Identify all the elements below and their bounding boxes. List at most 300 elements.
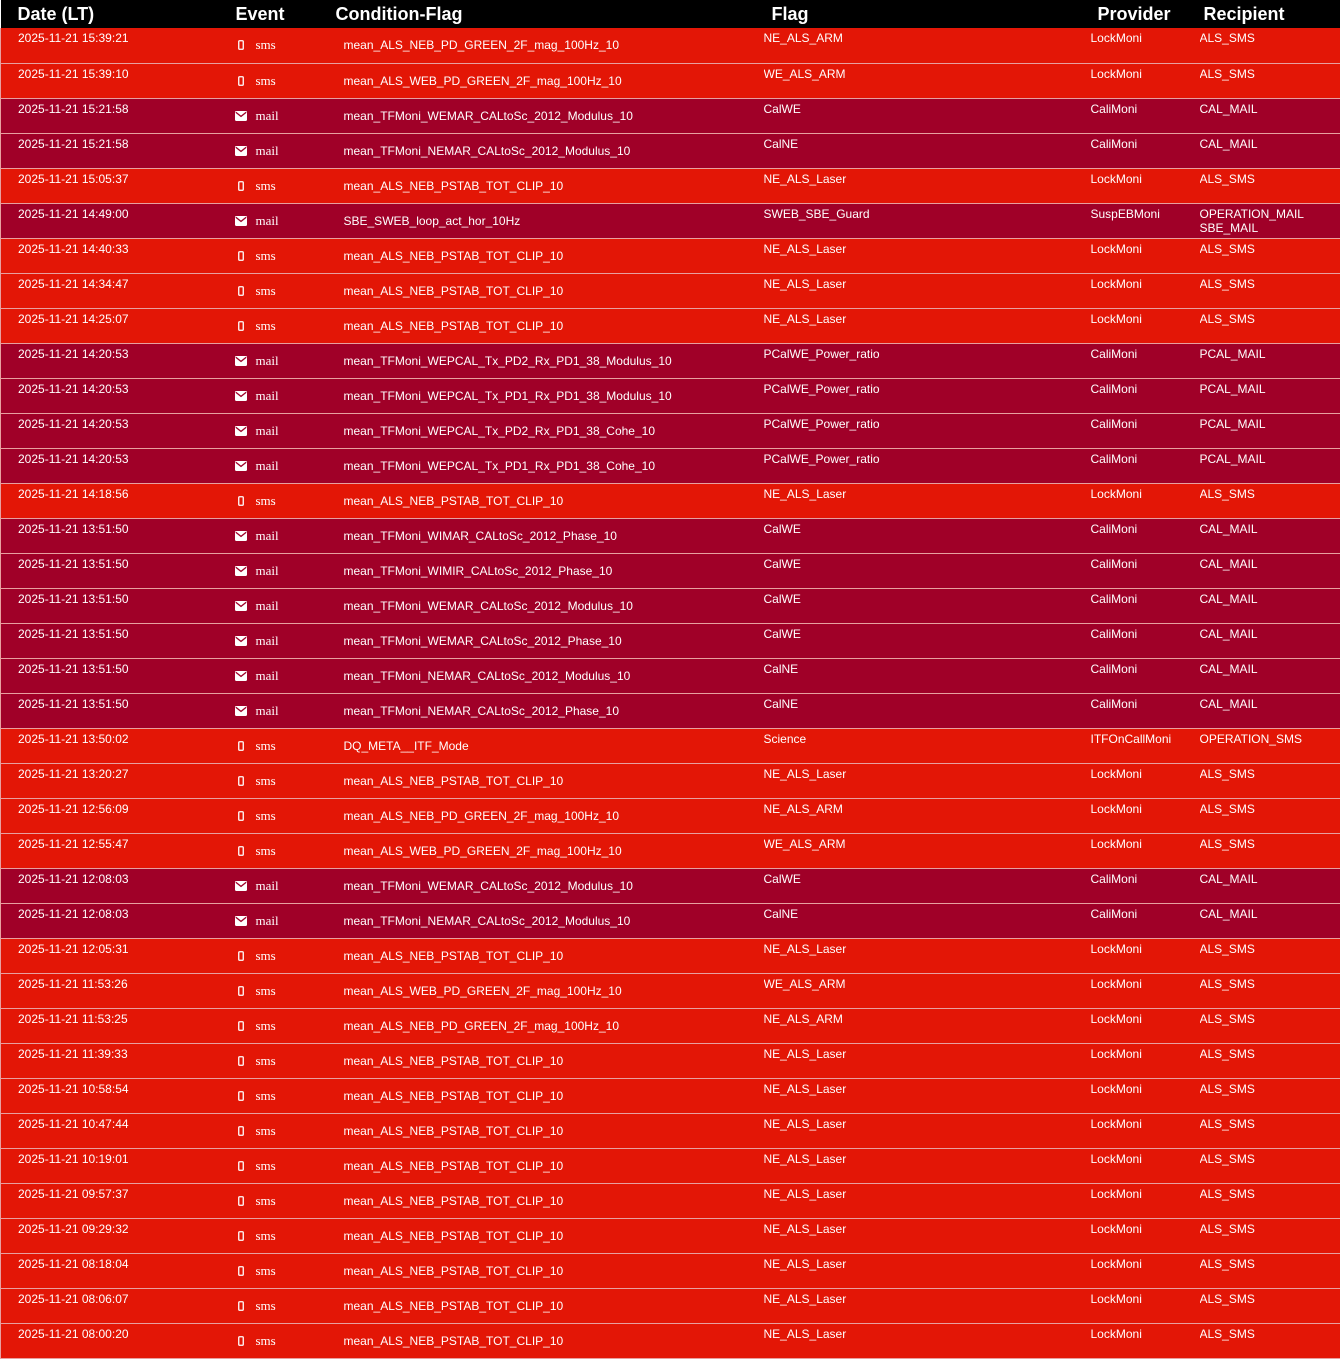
event-label: mail xyxy=(255,352,279,368)
cell-date: 2025-11-21 08:06:07 xyxy=(1,1288,219,1323)
column-header-event[interactable]: Event xyxy=(219,0,328,28)
recipient-entry: PCAL_MAIL xyxy=(1199,381,1266,396)
cell-condition-flag: mean_TFMoni_NEMAR_CALtoSc_2012_Modulus_10 xyxy=(328,903,764,938)
cell-condition-flag: mean_ALS_NEB_PD_GREEN_2F_mag_100Hz_10 xyxy=(328,798,764,833)
cell-flag: CalWE xyxy=(764,518,1091,553)
cell-flag: NE_ALS_Laser xyxy=(764,1113,1091,1148)
table-row[interactable] xyxy=(1,1113,1340,1148)
event-label: sms xyxy=(255,737,276,753)
event-indicator xyxy=(234,1228,276,1244)
cell-flag: NE_ALS_Laser xyxy=(764,1323,1091,1358)
event-indicator xyxy=(234,563,279,579)
cell-recipient xyxy=(1200,343,1340,378)
cell-recipient xyxy=(1200,1148,1340,1183)
table-row[interactable] xyxy=(1,1148,1340,1183)
cell-event xyxy=(219,798,328,833)
recipient-entry: ALS_SMS xyxy=(1199,1151,1255,1166)
event-label: sms xyxy=(255,1262,276,1278)
event-indicator xyxy=(234,843,276,859)
event-label: sms xyxy=(255,1227,276,1243)
event-indicator xyxy=(234,1053,276,1069)
cell-condition-flag: mean_ALS_NEB_PSTAB_TOT_CLIP_10 xyxy=(328,763,764,798)
cell-event xyxy=(219,343,328,378)
cell-flag: WE_ALS_ARM xyxy=(764,973,1091,1008)
table-row[interactable] xyxy=(1,763,1340,798)
table-row[interactable] xyxy=(1,658,1340,693)
mobile-icon xyxy=(234,1196,248,1206)
table-row[interactable] xyxy=(1,623,1340,658)
cell-recipient xyxy=(1200,728,1340,763)
recipient-entry: ALS_SMS xyxy=(1199,836,1255,851)
cell-date: 2025-11-21 14:40:33 xyxy=(1,238,219,273)
cell-recipient xyxy=(1200,553,1340,588)
table-row[interactable] xyxy=(1,413,1340,448)
cell-date: 2025-11-21 13:51:50 xyxy=(1,553,219,588)
cell-event xyxy=(219,868,328,903)
cell-condition-flag: mean_ALS_WEB_PD_GREEN_2F_mag_100Hz_10 xyxy=(328,973,764,1008)
cell-date: 2025-11-21 13:20:27 xyxy=(1,763,219,798)
cell-event xyxy=(219,1043,328,1078)
event-indicator xyxy=(234,808,276,824)
recipient-entry: ALS_SMS xyxy=(1199,976,1255,991)
recipient-entry: PCAL_MAIL xyxy=(1199,346,1266,361)
cell-recipient xyxy=(1200,1183,1340,1218)
cell-date: 2025-11-21 08:18:04 xyxy=(1,1253,219,1288)
event-indicator xyxy=(234,703,279,719)
cell-condition-flag: mean_ALS_NEB_PSTAB_TOT_CLIP_10 xyxy=(328,938,764,973)
cell-recipient xyxy=(1200,308,1340,343)
event-label: sms xyxy=(255,72,276,88)
cell-flag: NE_ALS_Laser xyxy=(764,1218,1091,1253)
cell-recipient xyxy=(1200,203,1340,238)
cell-event xyxy=(219,1148,328,1183)
column-header-flag[interactable]: Flag xyxy=(764,0,1091,28)
recipient-entry: ALS_SMS xyxy=(1199,766,1255,781)
recipient-entry: CAL_MAIL xyxy=(1199,556,1258,571)
column-header-provider[interactable]: Provider xyxy=(1091,0,1200,28)
recipient-entry: CAL_MAIL xyxy=(1199,136,1258,151)
mobile-icon xyxy=(234,251,248,261)
table-row[interactable] xyxy=(1,553,1340,588)
cell-recipient xyxy=(1200,518,1340,553)
cell-condition-flag: mean_ALS_WEB_PD_GREEN_2F_mag_100Hz_10 xyxy=(328,833,764,868)
envelope-icon xyxy=(234,916,248,926)
cell-condition-flag: mean_ALS_NEB_PSTAB_TOT_CLIP_10 xyxy=(328,1113,764,1148)
event-label: mail xyxy=(255,632,279,648)
cell-flag: CalNE xyxy=(764,693,1091,728)
table-row[interactable] xyxy=(1,518,1340,553)
cell-condition-flag: mean_ALS_NEB_PSTAB_TOT_CLIP_10 xyxy=(328,1043,764,1078)
cell-condition-flag: mean_ALS_NEB_PSTAB_TOT_CLIP_10 xyxy=(328,1323,764,1358)
table-row[interactable] xyxy=(1,833,1340,868)
recipient-entry: ALS_SMS xyxy=(1199,311,1255,326)
recipient-entry: ALS_SMS xyxy=(1199,31,1255,45)
table-row[interactable] xyxy=(1,1078,1340,1113)
cell-flag: NE_ALS_Laser xyxy=(764,1183,1091,1218)
cell-date: 2025-11-21 14:25:07 xyxy=(1,308,219,343)
event-indicator xyxy=(234,73,276,89)
recipient-entry: SBE_MAIL xyxy=(1199,220,1259,235)
event-label: sms xyxy=(255,1297,276,1313)
table-row[interactable] xyxy=(1,693,1340,728)
mobile-icon xyxy=(234,1231,248,1241)
cell-provider: LockMoni xyxy=(1091,238,1200,273)
cell-provider: LockMoni xyxy=(1091,1183,1200,1218)
cell-date: 2025-11-21 11:53:26 xyxy=(1,973,219,1008)
cell-event xyxy=(219,378,328,413)
cell-flag: CalNE xyxy=(764,903,1091,938)
table-row[interactable] xyxy=(1,1288,1340,1323)
cell-recipient xyxy=(1200,1008,1340,1043)
cell-provider: LockMoni xyxy=(1091,1253,1200,1288)
cell-event xyxy=(219,518,328,553)
recipient-entry: CAL_MAIL xyxy=(1199,521,1258,536)
event-indicator xyxy=(234,913,279,929)
table-row[interactable] xyxy=(1,203,1340,238)
cell-recipient xyxy=(1200,658,1340,693)
cell-condition-flag: mean_TFMoni_WEPCAL_Tx_PD2_Rx_PD1_38_Modulus_10 xyxy=(328,343,764,378)
cell-condition-flag: mean_TFMoni_WEPCAL_Tx_PD2_Rx_PD1_38_Cohe_10 xyxy=(328,413,764,448)
table-row[interactable] xyxy=(1,798,1340,833)
cell-provider: LockMoni xyxy=(1091,1043,1200,1078)
cell-date: 2025-11-21 11:39:33 xyxy=(1,1043,219,1078)
cell-date: 2025-11-21 13:51:50 xyxy=(1,623,219,658)
cell-condition-flag: mean_TFMoni_NEMAR_CALtoSc_2012_Phase_10 xyxy=(328,693,764,728)
mobile-icon xyxy=(234,40,248,50)
cell-recipient xyxy=(1200,1288,1340,1323)
cell-flag: CalWE xyxy=(764,553,1091,588)
mobile-icon xyxy=(234,76,248,86)
cell-condition-flag: mean_ALS_NEB_PSTAB_TOT_CLIP_10 xyxy=(328,1218,764,1253)
cell-event xyxy=(219,1078,328,1113)
event-indicator xyxy=(234,983,276,999)
table-header xyxy=(1,0,1340,28)
event-indicator xyxy=(234,1158,276,1174)
column-header-recipient[interactable]: Recipient xyxy=(1200,0,1340,28)
recipient-entry: ALS_SMS xyxy=(1199,486,1255,501)
mobile-icon xyxy=(234,776,248,786)
cell-provider: CaliMoni xyxy=(1091,658,1200,693)
event-indicator xyxy=(234,1123,276,1139)
cell-flag: NE_ALS_Laser xyxy=(764,763,1091,798)
cell-provider: LockMoni xyxy=(1091,938,1200,973)
cell-recipient xyxy=(1200,763,1340,798)
cell-date: 2025-11-21 12:05:31 xyxy=(1,938,219,973)
column-header-condition-flag[interactable]: Condition-Flag xyxy=(328,0,764,28)
envelope-icon xyxy=(234,216,248,226)
cell-provider: LockMoni xyxy=(1091,1148,1200,1183)
cell-provider: CaliMoni xyxy=(1091,868,1200,903)
envelope-icon xyxy=(234,566,248,576)
table-row[interactable] xyxy=(1,1323,1340,1358)
table-row[interactable] xyxy=(1,308,1340,343)
table-row[interactable] xyxy=(1,1218,1340,1253)
mobile-icon xyxy=(234,1161,248,1171)
mobile-icon xyxy=(234,986,248,996)
event-indicator xyxy=(234,1088,276,1104)
cell-recipient xyxy=(1200,903,1340,938)
cell-date: 2025-11-21 13:51:50 xyxy=(1,518,219,553)
envelope-icon xyxy=(234,881,248,891)
cell-flag: NE_ALS_Laser xyxy=(764,168,1091,203)
recipient-entry: ALS_SMS xyxy=(1199,1011,1255,1026)
cell-flag: NE_ALS_Laser xyxy=(764,1253,1091,1288)
event-indicator xyxy=(234,1298,276,1314)
cell-recipient xyxy=(1200,868,1340,903)
cell-flag: CalWE xyxy=(764,623,1091,658)
event-indicator xyxy=(234,493,276,509)
recipient-entry: CAL_MAIL xyxy=(1199,626,1258,641)
cell-recipient xyxy=(1200,1323,1340,1358)
envelope-icon xyxy=(234,426,248,436)
recipient-entry: ALS_SMS xyxy=(1199,1221,1255,1236)
cell-recipient xyxy=(1200,588,1340,623)
event-indicator xyxy=(234,1263,276,1279)
cell-recipient xyxy=(1200,378,1340,413)
cell-event xyxy=(219,1288,328,1323)
event-label: sms xyxy=(255,317,276,333)
mobile-icon xyxy=(234,741,248,751)
table-row[interactable] xyxy=(1,1008,1340,1043)
table-row[interactable] xyxy=(1,868,1340,903)
recipient-entry: ALS_SMS xyxy=(1199,1046,1255,1061)
recipient-entry: CAL_MAIL xyxy=(1199,871,1258,886)
cell-flag: NE_ALS_Laser xyxy=(764,1078,1091,1113)
cell-event xyxy=(219,763,328,798)
cell-date: 2025-11-21 14:20:53 xyxy=(1,378,219,413)
cell-event xyxy=(219,973,328,1008)
event-indicator xyxy=(234,108,279,124)
table-row[interactable] xyxy=(1,63,1340,98)
cell-condition-flag: mean_ALS_NEB_PSTAB_TOT_CLIP_10 xyxy=(328,1148,764,1183)
cell-condition-flag: mean_ALS_NEB_PSTAB_TOT_CLIP_10 xyxy=(328,238,764,273)
table-row[interactable] xyxy=(1,973,1340,1008)
event-indicator xyxy=(234,458,279,474)
cell-event xyxy=(219,833,328,868)
recipient-entry: ALS_SMS xyxy=(1199,1256,1255,1271)
cell-date: 2025-11-21 15:39:21 xyxy=(1,28,219,63)
cell-provider: CaliMoni xyxy=(1091,903,1200,938)
event-label: mail xyxy=(255,562,279,578)
recipient-entry: ALS_SMS xyxy=(1199,1116,1255,1131)
cell-date: 2025-11-21 11:53:25 xyxy=(1,1008,219,1043)
event-indicator xyxy=(234,423,279,439)
cell-event xyxy=(219,693,328,728)
envelope-icon xyxy=(234,356,248,366)
recipient-entry: CAL_MAIL xyxy=(1199,101,1258,116)
cell-flag: Science xyxy=(764,728,1091,763)
event-label: mail xyxy=(255,387,279,403)
cell-event xyxy=(219,448,328,483)
mobile-icon xyxy=(234,1091,248,1101)
cell-date: 2025-11-21 08:00:20 xyxy=(1,1323,219,1358)
table-row[interactable] xyxy=(1,1253,1340,1288)
cell-date: 2025-11-21 14:34:47 xyxy=(1,273,219,308)
event-indicator xyxy=(234,178,276,194)
cell-date: 2025-11-21 12:08:03 xyxy=(1,903,219,938)
mobile-icon xyxy=(234,1056,248,1066)
event-label: mail xyxy=(255,422,279,438)
cell-date: 2025-11-21 14:20:53 xyxy=(1,343,219,378)
cell-date: 2025-11-21 15:39:10 xyxy=(1,63,219,98)
cell-event xyxy=(219,588,328,623)
event-label: sms xyxy=(255,37,276,52)
envelope-icon xyxy=(234,601,248,611)
cell-provider: LockMoni xyxy=(1091,1078,1200,1113)
cell-flag: SWEB_SBE_Guard xyxy=(764,203,1091,238)
cell-event xyxy=(219,1183,328,1218)
cell-event xyxy=(219,1253,328,1288)
cell-provider: LockMoni xyxy=(1091,1218,1200,1253)
mobile-icon xyxy=(234,181,248,191)
cell-date: 2025-11-21 15:05:37 xyxy=(1,168,219,203)
cell-flag: NE_ALS_ARM xyxy=(764,28,1091,63)
cell-date: 2025-11-21 12:56:09 xyxy=(1,798,219,833)
event-label: mail xyxy=(255,702,279,718)
event-label: sms xyxy=(255,177,276,193)
event-label: sms xyxy=(255,1332,276,1348)
cell-event xyxy=(219,553,328,588)
cell-recipient xyxy=(1200,938,1340,973)
cell-provider: CaliMoni xyxy=(1091,693,1200,728)
table-row[interactable] xyxy=(1,728,1340,763)
cell-condition-flag: mean_ALS_NEB_PSTAB_TOT_CLIP_10 xyxy=(328,1288,764,1323)
cell-provider: LockMoni xyxy=(1091,1288,1200,1323)
cell-flag: PCalWE_Power_ratio xyxy=(764,343,1091,378)
recipient-entry: CAL_MAIL xyxy=(1199,661,1258,676)
cell-provider: SuspEBMoni xyxy=(1091,203,1200,238)
cell-event xyxy=(219,483,328,518)
event-label: mail xyxy=(255,457,279,473)
cell-recipient xyxy=(1200,28,1340,63)
cell-flag: WE_ALS_ARM xyxy=(764,833,1091,868)
cell-provider: CaliMoni xyxy=(1091,448,1200,483)
table-row[interactable] xyxy=(1,343,1340,378)
cell-provider: LockMoni xyxy=(1091,1323,1200,1358)
event-label: mail xyxy=(255,912,279,928)
table-row[interactable] xyxy=(1,903,1340,938)
event-indicator xyxy=(234,773,276,789)
cell-event xyxy=(219,238,328,273)
cell-date: 2025-11-21 12:55:47 xyxy=(1,833,219,868)
table-row[interactable] xyxy=(1,1183,1340,1218)
mobile-icon xyxy=(234,846,248,856)
mobile-icon xyxy=(234,1336,248,1346)
cell-recipient xyxy=(1200,63,1340,98)
cell-condition-flag: mean_ALS_NEB_PD_GREEN_2F_mag_100Hz_10 xyxy=(328,1008,764,1043)
cell-recipient xyxy=(1200,1113,1340,1148)
event-label: sms xyxy=(255,247,276,263)
cell-flag: PCalWE_Power_ratio xyxy=(764,448,1091,483)
table-row[interactable] xyxy=(1,28,1340,63)
cell-flag: NE_ALS_Laser xyxy=(764,1043,1091,1078)
cell-provider: CaliMoni xyxy=(1091,623,1200,658)
cell-flag: PCalWE_Power_ratio xyxy=(764,413,1091,448)
event-label: sms xyxy=(255,492,276,508)
cell-provider: CaliMoni xyxy=(1091,413,1200,448)
event-label: mail xyxy=(255,107,279,123)
cell-event xyxy=(219,98,328,133)
cell-condition-flag: mean_ALS_NEB_PD_GREEN_2F_mag_100Hz_10 xyxy=(328,28,764,63)
table-body xyxy=(1,28,1340,1358)
cell-event xyxy=(219,273,328,308)
recipient-entry: ALS_SMS xyxy=(1199,66,1255,81)
table-row[interactable] xyxy=(1,273,1340,308)
event-indicator xyxy=(234,143,279,159)
cell-recipient xyxy=(1200,1043,1340,1078)
cell-provider: LockMoni xyxy=(1091,1113,1200,1148)
cell-recipient xyxy=(1200,1253,1340,1288)
event-label: sms xyxy=(255,1122,276,1138)
recipient-entry: ALS_SMS xyxy=(1199,276,1255,291)
cell-event xyxy=(219,658,328,693)
cell-recipient xyxy=(1200,168,1340,203)
cell-provider: LockMoni xyxy=(1091,28,1200,63)
cell-flag: NE_ALS_ARM xyxy=(764,798,1091,833)
table-row[interactable] xyxy=(1,588,1340,623)
cell-provider: LockMoni xyxy=(1091,63,1200,98)
table-row[interactable] xyxy=(1,1043,1340,1078)
cell-flag: CalNE xyxy=(764,658,1091,693)
table-row[interactable] xyxy=(1,378,1340,413)
cell-event xyxy=(219,1323,328,1358)
cell-flag: NE_ALS_Laser xyxy=(764,308,1091,343)
table-row[interactable] xyxy=(1,483,1340,518)
envelope-icon xyxy=(234,531,248,541)
cell-condition-flag: mean_TFMoni_WEMAR_CALtoSc_2012_Modulus_10 xyxy=(328,868,764,903)
table-row[interactable] xyxy=(1,133,1340,168)
column-header-date[interactable]: Date (LT) xyxy=(1,0,219,28)
cell-date: 2025-11-21 14:20:53 xyxy=(1,448,219,483)
cell-condition-flag: mean_ALS_WEB_PD_GREEN_2F_mag_100Hz_10 xyxy=(328,63,764,98)
table-row[interactable] xyxy=(1,448,1340,483)
cell-recipient xyxy=(1200,273,1340,308)
envelope-icon xyxy=(234,391,248,401)
recipient-entry: ALS_SMS xyxy=(1199,1081,1255,1096)
cell-recipient xyxy=(1200,833,1340,868)
recipient-entry: CAL_MAIL xyxy=(1199,591,1258,606)
cell-provider: CaliMoni xyxy=(1091,588,1200,623)
cell-date: 2025-11-21 10:47:44 xyxy=(1,1113,219,1148)
cell-date: 2025-11-21 10:19:01 xyxy=(1,1148,219,1183)
cell-condition-flag: mean_TFMoni_WEMAR_CALtoSc_2012_Modulus_10 xyxy=(328,98,764,133)
cell-provider: LockMoni xyxy=(1091,1008,1200,1043)
event-indicator xyxy=(234,1193,276,1209)
table-row[interactable] xyxy=(1,168,1340,203)
cell-recipient xyxy=(1200,1218,1340,1253)
event-indicator xyxy=(234,878,279,894)
cell-date: 2025-11-21 12:08:03 xyxy=(1,868,219,903)
event-label: mail xyxy=(255,212,279,228)
cell-event xyxy=(219,623,328,658)
event-label: sms xyxy=(255,1017,276,1033)
table-row[interactable] xyxy=(1,98,1340,133)
cell-event xyxy=(219,413,328,448)
event-label: mail xyxy=(255,142,279,158)
recipient-entry: OPERATION_SMS xyxy=(1199,731,1302,746)
table-row[interactable] xyxy=(1,238,1340,273)
cell-flag: NE_ALS_Laser xyxy=(764,1288,1091,1323)
recipient-entry: OPERATION_MAIL xyxy=(1199,206,1304,221)
table-row[interactable] xyxy=(1,938,1340,973)
mobile-icon xyxy=(234,286,248,296)
recipient-entry: ALS_SMS xyxy=(1199,801,1255,816)
cell-date: 2025-11-21 14:20:53 xyxy=(1,413,219,448)
cell-date: 2025-11-21 13:50:02 xyxy=(1,728,219,763)
event-indicator xyxy=(234,668,279,684)
cell-recipient xyxy=(1200,623,1340,658)
cell-recipient xyxy=(1200,238,1340,273)
